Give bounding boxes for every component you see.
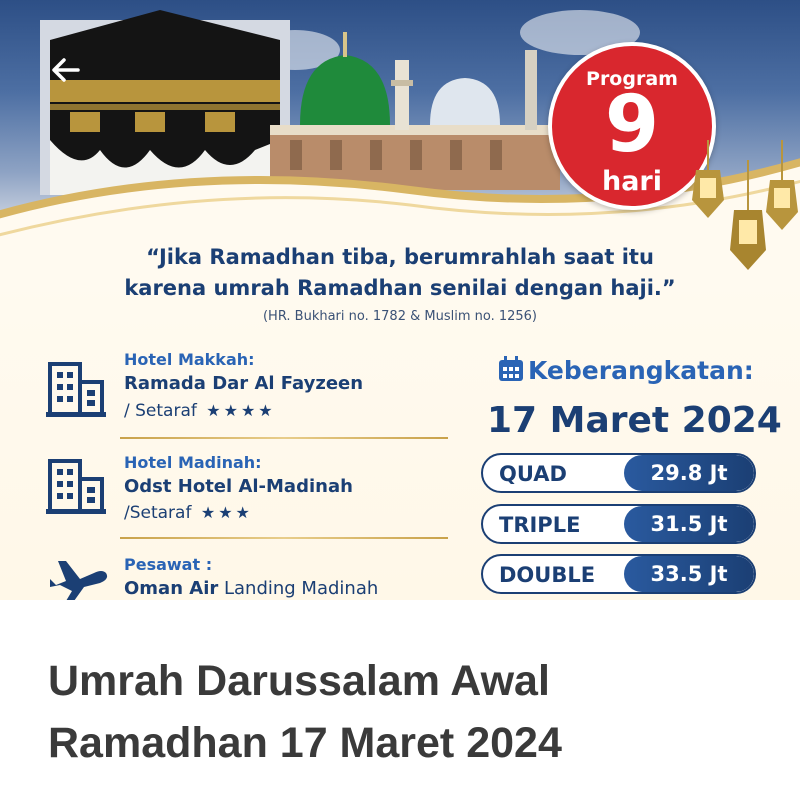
hotel-madinah-name: Odst Hotel Al-Madinah — [124, 476, 353, 497]
room-price: 33.5 Jt — [624, 556, 754, 592]
hotel-madinah-class — [124, 503, 253, 523]
room-type: TRIPLE — [499, 513, 581, 537]
room-type: QUAD — [499, 462, 567, 486]
badge-day-count: 9 — [604, 80, 660, 170]
hotel-madinah-row — [0, 445, 460, 535]
hotel-makkah-label: Hotel Makkah: — [124, 350, 255, 369]
departure-label-text: Keberangkatan: — [528, 356, 754, 385]
price-double — [481, 554, 756, 594]
quote-line-1: “Jika Ramadhan tiba, berumrahlah saat itu — [146, 245, 654, 269]
hotel-makkah-class-text: / Setaraf — [124, 401, 197, 421]
hadith-quote — [110, 242, 690, 330]
flight-row — [0, 545, 460, 600]
flight-airline: Oman Air — [124, 578, 219, 599]
hotel-makkah-stars: ★★★★ — [206, 401, 276, 420]
page-title-line-2: Ramadhan 17 Maret 2024 — [48, 719, 562, 767]
departure-date: 17 Maret 2024 — [487, 400, 782, 441]
building-icon — [46, 360, 106, 418]
room-type: DOUBLE — [499, 563, 596, 587]
room-price: 29.8 Jt — [624, 455, 754, 491]
price-triple — [481, 504, 756, 544]
page-title-line-1: Umrah Darussalam Awal — [48, 657, 550, 705]
hotel-madinah-stars: ★★★ — [200, 503, 253, 522]
divider — [120, 537, 448, 539]
departure-label — [498, 356, 754, 385]
hotel-madinah-label: Hotel Madinah: — [124, 453, 262, 472]
page-title — [48, 650, 768, 774]
quote-line-2: karena umrah Ramadhan senilai dengan haji.” — [124, 276, 676, 300]
flight-detail — [124, 578, 378, 599]
price-quad — [481, 453, 756, 493]
building-icon — [46, 457, 106, 515]
back-arrow-icon[interactable] — [48, 52, 84, 88]
room-price: 31.5 Jt — [624, 506, 754, 542]
badge-day-unit: hari — [601, 166, 662, 197]
flight-label: Pesawat : — [124, 555, 213, 574]
airplane-icon — [46, 557, 110, 600]
badge-program-label: Program — [586, 68, 678, 90]
hotel-makkah-row — [0, 340, 460, 430]
divider — [120, 437, 448, 439]
flight-note: Landing Madinah — [218, 578, 379, 599]
lantern-icon — [690, 140, 800, 310]
hotel-makkah-class — [124, 401, 276, 421]
hotel-madinah-class-text: /Setaraf — [124, 503, 192, 523]
calendar-icon — [498, 356, 524, 382]
hotel-makkah-name: Ramada Dar Al Fayzeen — [124, 373, 364, 394]
quote-source: (HR. Bukhari no. 1782 & Muslim no. 1256) — [262, 309, 537, 324]
